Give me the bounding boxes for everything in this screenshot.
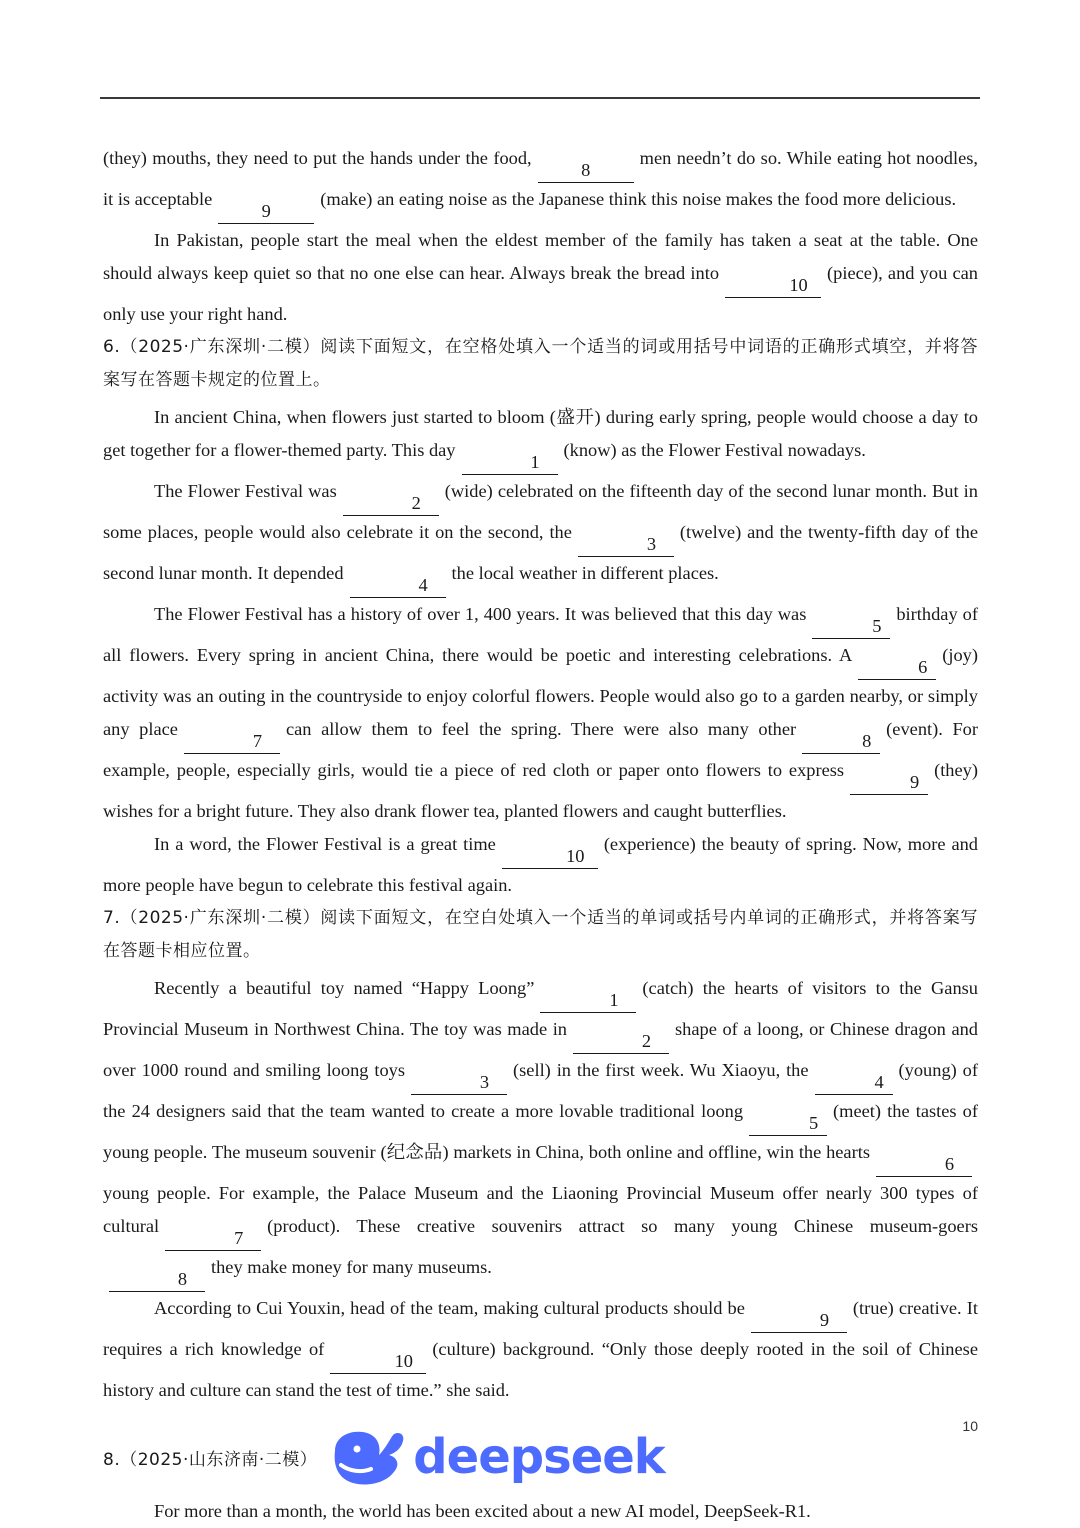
text: (young) of the 24 designers said that the team wanted to create a more lovable traditional loong (103, 1060, 978, 1121)
answer-blank[interactable]: 8 (538, 158, 634, 183)
text: In Pakistan, people start the meal when the eldest member of the family has taken a seat at the table. One should always keep quiet so that no one else can hear. Always break the bread into (103, 230, 978, 283)
answer-blank[interactable]: 3 (411, 1070, 507, 1095)
answer-blank[interactable]: 6 (858, 655, 936, 680)
deepseek-logo (327, 1425, 664, 1489)
text: (piece), and you can only use your right hand. (103, 263, 979, 324)
intro-paragraph-2 (103, 224, 978, 331)
text: (joy) activity was an outing in the countryside to enjoy colorful flowers. People would also go to a garden nearby, or simply any place (103, 645, 978, 739)
text: (twelve) and the twenty-fifth day of the second lunar month. It depended (103, 522, 979, 583)
q6-paragraph-2 (103, 475, 978, 598)
document-body (103, 142, 978, 1528)
answer-blank[interactable]: 4 (350, 573, 446, 598)
text: shape of a loong, or Chinese dragon and over 1000 round and smiling loong toys (103, 1019, 978, 1080)
text: Recently a beautiful toy named “Happy Loong” (154, 978, 535, 998)
q8-paragraph-1: For more than a month, the world has been excited about a new AI model, DeepSeek-R1. (154, 1501, 811, 1521)
question-8-header (103, 1425, 978, 1489)
answer-blank[interactable]: 6 (876, 1152, 972, 1177)
answer-blank[interactable]: 7 (184, 729, 280, 754)
answer-blank[interactable]: 10 (330, 1349, 426, 1374)
text: (they) wishes for a bright future. They also drank flower tea, planted flowers and caught butterflies. (103, 760, 978, 821)
intro-paragraph-1 (103, 142, 978, 224)
q6-paragraph-1 (103, 401, 978, 475)
text: The Flower Festival has a history of over 1, 400 years. It was believed that this day was (154, 604, 807, 624)
text: The Flower Festival was (154, 481, 337, 501)
text: In ancient China, when flowers just started to bloom (盛开) during early spring, people would choose a day to get together for a flower-themed party. This day (103, 407, 978, 460)
question-6-header: 6.（2025·广东深圳·二模）阅读下面短文，在空格处填入一个适当的词或用括号中词语的正确形式填空，并将答案写在答题卡规定的位置上。 (103, 337, 978, 390)
q6-paragraph-3 (103, 598, 978, 828)
answer-blank[interactable]: 1 (540, 988, 636, 1013)
text: According to Cui Youxin, head of the team, making cultural products should be (154, 1298, 745, 1318)
q6-paragraph-4 (103, 828, 978, 902)
text: they make money for many museums. (211, 1257, 492, 1277)
answer-blank[interactable]: 8 (802, 729, 880, 754)
text: (sell) in the first week. Wu Xiaoyu, the (513, 1060, 809, 1080)
answer-blank[interactable]: 5 (812, 614, 890, 639)
answer-blank[interactable]: 8 (109, 1267, 205, 1292)
text: (wide) celebrated on the fifteenth day of the second lunar month. But in some places, people would also celebrate it on the second, the (103, 481, 978, 542)
answer-blank[interactable]: 9 (850, 770, 928, 795)
answer-blank[interactable]: 10 (502, 844, 598, 869)
answer-blank[interactable]: 4 (815, 1070, 893, 1095)
text: (they) mouths, they need to put the hands under the food, (103, 148, 532, 168)
whale-icon (327, 1425, 409, 1489)
text: can allow them to feel the spring. There were also many other (285, 719, 797, 739)
answer-blank[interactable]: 9 (751, 1308, 847, 1333)
text: (event). For example, people, especially girls, would tie a piece of red cloth or paper onto flowers to express (103, 719, 978, 780)
answer-blank[interactable]: 3 (578, 532, 674, 557)
answer-blank[interactable]: 2 (573, 1029, 669, 1054)
text: (true) creative. It requires a rich knowledge of (103, 1298, 978, 1359)
answer-blank[interactable]: 5 (749, 1111, 827, 1136)
text: the local weather in different places. (451, 563, 719, 583)
q7-paragraph-1 (103, 972, 978, 1292)
answer-blank[interactable]: 7 (165, 1226, 261, 1251)
text: (make) an eating noise as the Japanese think this noise makes the food more delicious. (320, 189, 957, 209)
text: birthday of all flowers. Every spring in ancient China, there would be poetic and interesting celebrations. A (103, 604, 978, 665)
answer-blank[interactable]: 1 (462, 450, 558, 475)
text: young people. For example, the Palace Museum and the Liaoning Provincial Museum offer nearly 300 types of cultural (103, 1183, 978, 1236)
question-7-header: 7.（2025·广东深圳·二模）阅读下面短文，在空白处填入一个适当的单词或括号内单词的正确形式，并将答案写在答题卡相应位置。 (103, 908, 978, 961)
page-number: 10 (962, 1418, 978, 1434)
answer-blank[interactable]: 9 (218, 199, 314, 224)
text: (culture) background. “Only those deeply rooted in the soil of Chinese history and culture can stand the test of time.” she said. (103, 1339, 978, 1400)
text: (catch) the hearts of visitors to the Gansu Provincial Museum in Northwest China. The toy was made in (103, 978, 978, 1039)
text: men needn’t do so. While eating hot noodles, it is acceptable (103, 148, 978, 209)
q7-paragraph-2 (103, 1292, 978, 1407)
answer-blank[interactable]: 2 (343, 491, 439, 516)
logo-text: deepseek (413, 1429, 665, 1485)
answer-blank[interactable]: 10 (725, 273, 821, 298)
text: (product). These creative souvenirs attract so many young Chinese museum-goers (267, 1216, 978, 1236)
header-rule (100, 97, 980, 99)
text: (know) as the Flower Festival nowadays. (563, 440, 866, 460)
text: In a word, the Flower Festival is a great time (154, 834, 496, 854)
text: (experience) the beauty of spring. Now, more and more people have begun to celebrate this festival again. (103, 834, 978, 895)
question-8-label: 8.（2025·山东济南·二模） (103, 1449, 318, 1470)
text: (meet) the tastes of young people. The museum souvenir (纪念品) markets in China, both online and offline, win the hearts (103, 1101, 978, 1162)
